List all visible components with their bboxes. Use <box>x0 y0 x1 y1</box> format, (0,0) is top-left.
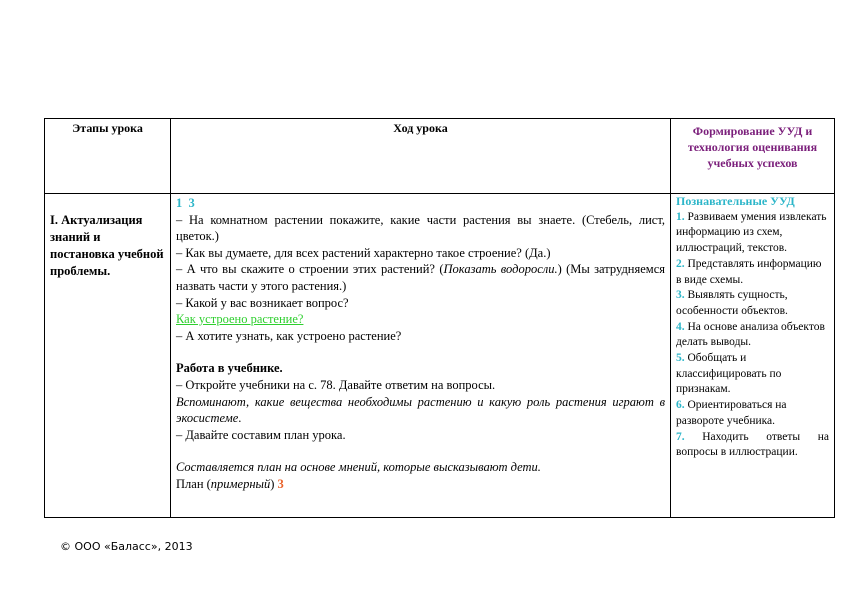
stage-title: I. Актуализация знаний и постановка учебной проблемы. <box>45 194 171 518</box>
uud-item: 2. Представлять информацию в виде схемы. <box>676 257 822 286</box>
marker-1: 1 <box>176 196 183 210</box>
plan-line: План (примерный) 3 <box>176 476 284 491</box>
content-row <box>45 194 835 518</box>
uud-item: 7. Находить ответы на вопросы в иллюстрации. <box>676 430 829 459</box>
header-stage: Этапы урока <box>45 119 171 194</box>
marker-3-orange: 3 <box>277 476 284 491</box>
course-line: – На комнатном растении покажите, какие части растения вы знаете. (Стебель, лист, цветок.) <box>176 212 665 244</box>
uud-cell <box>671 194 835 518</box>
course-line: – Как вы думаете, для всех растений характерно такое строение? (Да.) <box>176 245 551 260</box>
course-line: – Давайте составим план урока. <box>176 427 346 442</box>
course-line: Составляется план на основе мнений, которые высказывают дети. <box>176 460 541 475</box>
course-line: – А что вы скажите о строении этих растений? (Показать водоросли.) (Мы затрудняемся назвать части у этого растения.) <box>176 262 666 293</box>
course-line: Вспоминают, какие вещества необходимы растению и какую роль растения играют в экосистеме. <box>176 394 665 426</box>
marker-3: 3 <box>188 196 195 210</box>
work-heading: Работа в учебнике. <box>176 361 283 376</box>
uud-item: 3. Выявлять сущность, особенности объектов. <box>676 289 788 317</box>
copyright-footer: © ООО «Баласс», 2013 <box>60 540 193 553</box>
uud-item: 5. Обобщать и классифицировать по признакам. <box>676 352 782 396</box>
course-cell <box>171 194 671 518</box>
header-row <box>45 119 835 194</box>
problem-question-link[interactable]: Как устроено растение? <box>176 312 304 327</box>
course-line: – А хотите узнать, как устроено растение? <box>176 328 402 343</box>
lesson-plan-table <box>44 118 835 518</box>
uud-item: 4. На основе анализа объектов делать выводы. <box>676 320 825 349</box>
course-line: – Откройте учебники на с. 78. Давайте ответим на вопросы. <box>176 377 496 392</box>
uud-item: 6. Ориентироваться на развороте учебника. <box>676 399 787 427</box>
uud-item: 1. Развиваем умения извлекать информацию из схем, иллюстраций, текстов. <box>676 210 827 255</box>
course-question: – Какой у вас возникает вопрос? <box>176 295 349 310</box>
header-course: Ход урока <box>171 119 671 194</box>
uud-title: Познавательные УУД <box>676 194 795 208</box>
header-uud: Формирование УУД и технология оценивания учебных успехов <box>671 119 835 194</box>
